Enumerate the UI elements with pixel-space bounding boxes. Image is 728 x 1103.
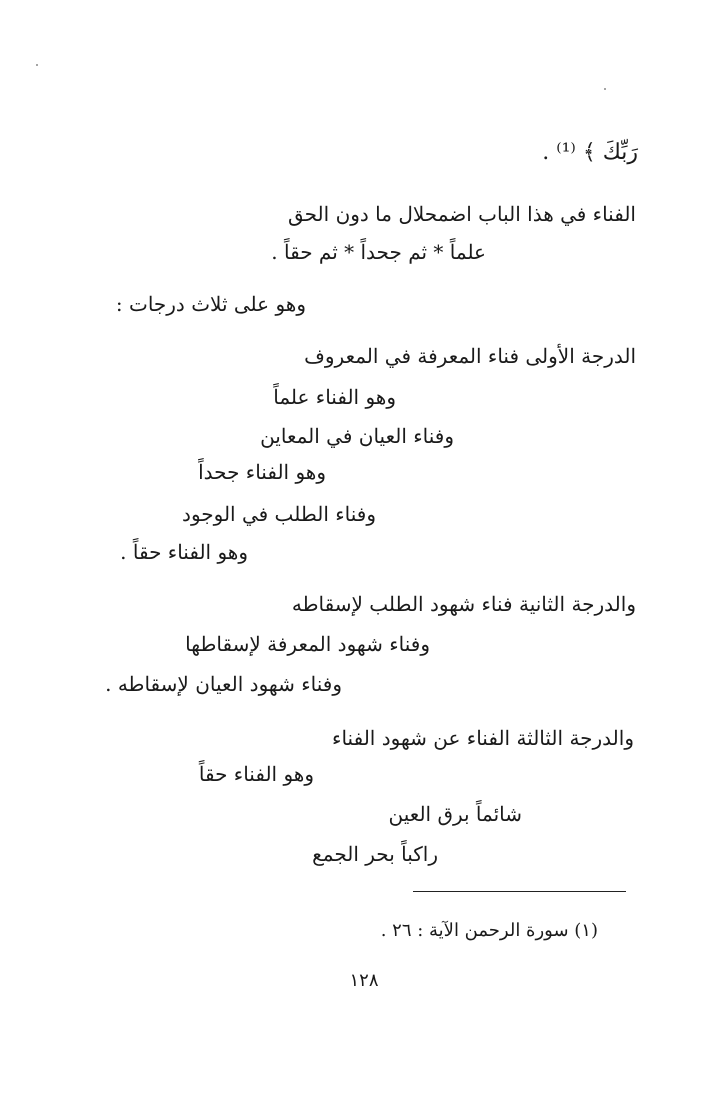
text-line-degree-two: والدرجة الثانية فناء شهود الطلب لإسقاطه — [291, 592, 636, 616]
text-line-witnessing-vision: وفناء شهود العيان لإسقاطه . — [105, 672, 342, 696]
scan-speck — [604, 88, 606, 90]
scan-speck — [36, 64, 38, 66]
text-line-annihilation-truth-two: وهو الفناء حقاً — [198, 762, 314, 786]
text-line-degree-three: والدرجة الثالثة الفناء عن شهود الفناء — [332, 726, 634, 750]
footnote-divider — [413, 891, 626, 892]
text-line-three-degrees: وهو على ثلاث درجات : — [115, 292, 306, 316]
text-line-lightning: شائماً برق العين — [388, 802, 522, 826]
text-line-stages: علماً * ثم جحداً * ثم حقاً . — [271, 240, 486, 264]
text-line-annihilation-seeking: وفناء الطلب في الوجود — [182, 502, 376, 526]
text-line-witnessing-knowledge: وفناء شهود المعرفة لإسقاطها — [185, 632, 430, 656]
text-line-annihilation-denial: وهو الفناء جحداً — [198, 460, 326, 484]
page-number: ١٢٨ — [349, 970, 379, 991]
text-line-sea: راكباً بحر الجمع — [312, 842, 438, 866]
text-line-annihilation-vision: وفناء العيان في المعاين — [260, 424, 454, 448]
text-line-definition: الفناء في هذا الباب اضمحلال ما دون الحق — [287, 202, 636, 226]
footnote-text: (١) سورة الرحمن الآية : ٢٦ . — [380, 920, 598, 941]
text-line-degree-one: الدرجة الأولى فناء المعرفة في المعروف — [304, 344, 636, 368]
text-line-annihilation-knowledge: وهو الفناء علماً — [273, 385, 396, 409]
text-line-annihilation-truth: وهو الفناء حقاً . — [120, 540, 248, 564]
text-line-verse-end: رَبِّكَ ﴾ ⁽¹⁾ . — [542, 140, 638, 165]
